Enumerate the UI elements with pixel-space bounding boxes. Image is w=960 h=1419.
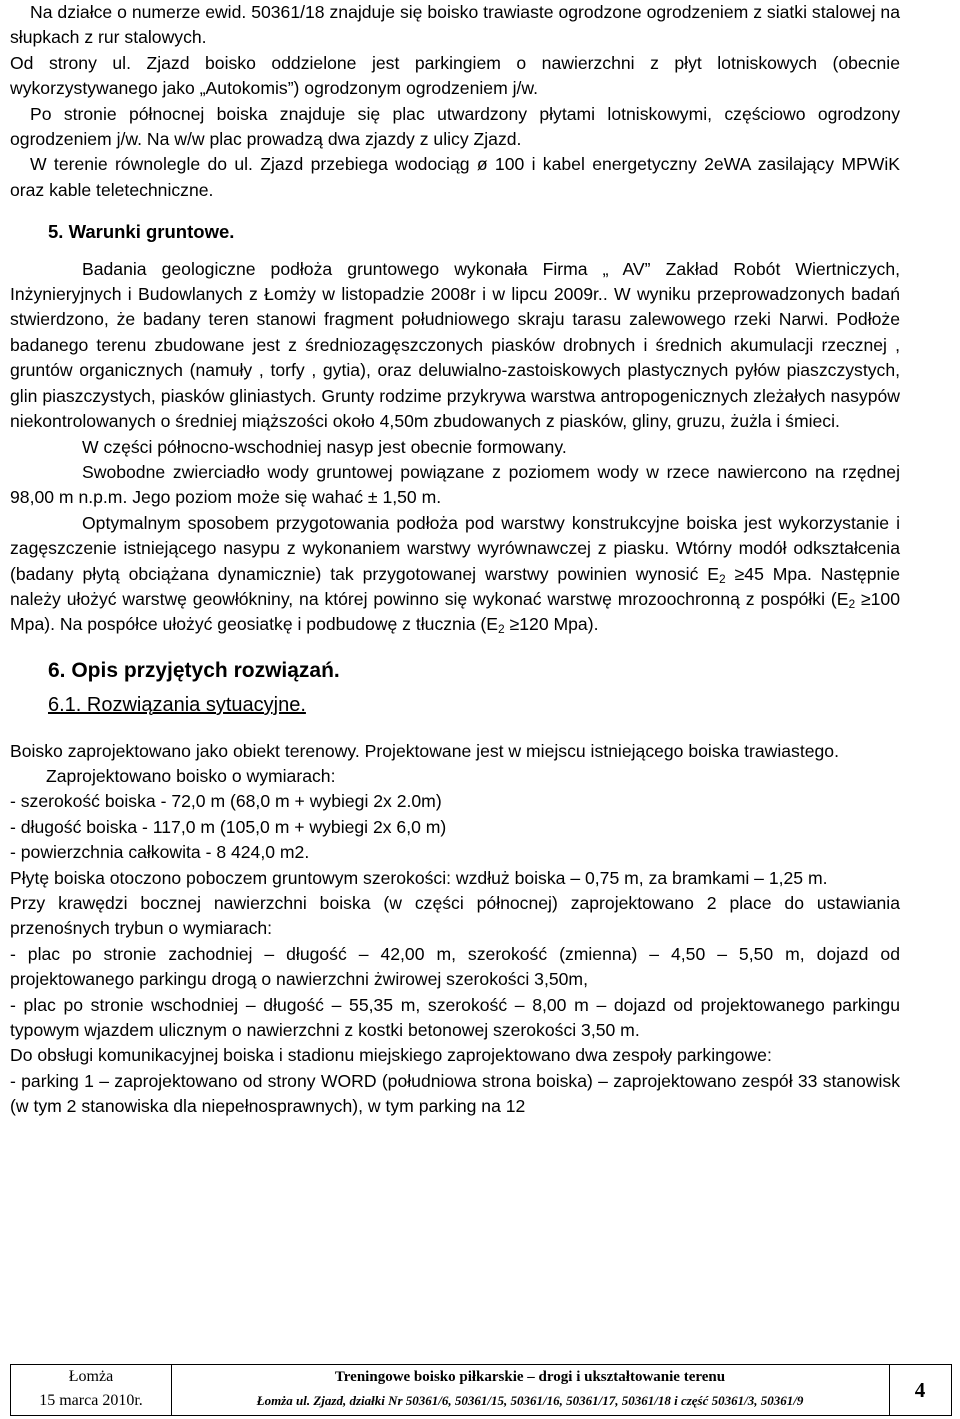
- section-6-paragraph-6: - parking 1 – zaprojektowano od strony WORD (południowa strona boiska) – zaprojektowano zespół 33 stanowisk (w tym 2 stanowiska dla niepełnosprawnych), w tym parking na 12: [10, 1070, 900, 1117]
- intro-paragraph-3: Po stronie północnej boiska znajduje się plac utwardzony płytami lotniskowymi, częściowo ogrodzony ogrodzeniem j/w. Na w/w plac prowadzą dwa zjazdy z ulicy Zjazd.: [10, 103, 900, 150]
- subscript: 2: [498, 622, 505, 637]
- page-number: 4: [914, 1378, 926, 1402]
- section-6-paragraph-2: Zaprojektowano boisko o wymiarach:: [46, 765, 336, 786]
- section-6-paragraph-4: Przy krawędzi bocznej nawierzchni boiska (w części północnej) zaprojektowano 2 place do ustawiania przenośnych trybun o wymiarach:: [10, 893, 900, 939]
- list-item: - szerokość boiska - 72,0 m (68,0 m + wybiegi 2x 2.0m): [10, 791, 442, 812]
- section-5-paragraph-2: W części północno-wschodniej nasyp jest obecnie formowany.: [82, 436, 567, 457]
- dimensions-list: [10, 789, 900, 865]
- page-footer: [10, 1364, 952, 1416]
- list-item: - powierzchnia całkowita - 8 424,0 m2.: [10, 842, 310, 863]
- p4-part-d: ≥120 Mpa).: [509, 614, 599, 635]
- intro-paragraph-1: Na działce o numerze ewid. 50361/18 znajduje się boisko trawiaste ogrodzone ogrodzeniem z siatki stalowej na słupkach z rur stalowych.: [10, 2, 900, 48]
- section-5-heading: 5. Warunki gruntowe.: [48, 221, 235, 243]
- list-item: - długość boiska - 117,0 m (105,0 m + wybiegi 2x 6,0 m): [10, 816, 447, 837]
- section-6-paragraph-3: Płytę boiska otoczono poboczem gruntowym szerokości: wzdłuż boiska – 0,75 m, za bramkami – 1,25 m.: [10, 867, 828, 888]
- list-item: - plac po stronie wschodniej – długość – 55,35 m, szerokość – 8,00 m – dojazd od projektowanego parkingu typowym wjazdem ulicznym o nawierzchni z kostki betonowej szerokości 3,50 m.: [10, 994, 900, 1041]
- footer-title: Treningowe boisko piłkarskie – drogi i ukształtowanie terenu: [334, 1369, 726, 1385]
- section-5-paragraph-1: Badania geologiczne podłoża gruntowego wykonała Firma „ AV” Zakład Robót Wiertniczych, Inżynieryjnych i Budowlanych z Łomży w listopadzie 2008r i w lipcu 2009r.. W wyniku przeprowadzonych badań stwierdzono, że badany teren stanowi fragment południowego skraju tarasu zalewowego rzeki Narwi. Podłoże badanego terenu zbudowane jest z średniozagęszczonych piasków drobnych i średnich akumulacji rzecznej , gruntów organicznych (namuły , torfy , gytia), oraz deluwialno-zastoiskowych plastycznych pyłów piaszczystych, glin piaszczystych, piasków gliniastych. Grunty rodzime przykrywa warstwa antropogenicznych zleżałych nasypów niekontrolowanych o średniej miąższości około 4,50m zbudowanych z piasków, gliny, gruzu, żużla i śmieci.: [10, 258, 900, 432]
- intro-paragraph-4: W terenie równolegle do ul. Zjazd przebiega wodociąg ø 100 i kabel energetyczny 2eWA zasilający MPWiK oraz kable teletechniczne.: [10, 154, 900, 200]
- p4-part-b: ≥45 Mpa. Następnie należy ułożyć warstwę geowłókniny, na której powinno się wykonać warstwę mrozoochronną z pospółki (E: [10, 563, 901, 609]
- p4-part-c: ≥100 Mpa). Na pospółce ułożyć geosiatkę i podbudowę z tłucznia (E: [10, 588, 900, 635]
- section-6-paragraph-5: Do obsługi komunikacyjnej boiska i stadionu miejskiego zaprojektowano dwa zespoły parkingowe:: [10, 1045, 772, 1066]
- footer-subtitle: Łomża ul. Zjazd, działki Nr 50361/6, 50361/15, 50361/16, 50361/17, 50361/18 i część 50361/3, 50361/9: [256, 1393, 804, 1408]
- p4-part-a: Optymalnym sposobem przygotowania podłoża pod warstwy konstrukcyjne boiska jest wykorzystanie i zagęszczenie istniejącego nasypu z wykonaniem warstwy wyrównawczej z piasku. Wtórny modół odkształcenia (badany płytą obciążana dynamicznie) tak przygotowanej warstwy powinien wynosić E: [10, 512, 900, 584]
- list-item: - plac po stronie zachodniej – długość – 42,00 m, szerokość (zmienna) – 4,50 – 5,50 m, dojazd od projektowanego parkingu drogą o nawierzchni żwirowej szerokości 3,50m,: [10, 943, 900, 990]
- section-6-heading: 6. Opis przyjętych rozwiązań.: [48, 658, 340, 682]
- section-5-paragraph-4: [10, 511, 900, 638]
- intro-paragraph-2: Od strony ul. Zjazd boisko oddzielone jest parkingiem o nawierzchni z płyt lotniskowych (obecnie wykorzystywanego jako „Autokomis”) ogrodzonym ogrodzeniem j/w.: [10, 52, 900, 99]
- section-6-1-heading: 6.1. Rozwiązania sytuacyjne.: [48, 694, 306, 717]
- subscript: 2: [719, 571, 726, 586]
- footer-title-block: [171, 1365, 890, 1415]
- section-6-paragraph-1: Boisko zaprojektowano jako obiekt terenowy. Projektowane jest w miejscu istniejącego boiska trawiastego.: [10, 740, 839, 761]
- footer-location-date: [11, 1365, 172, 1415]
- document-body: [10, 0, 900, 1120]
- subscript: 2: [848, 596, 856, 611]
- footer-date: 15 marca 2010r.: [39, 1392, 143, 1409]
- footer-city: Łomża: [68, 1368, 114, 1385]
- section-5-paragraph-3: Swobodne zwierciadło wody gruntowej powiązane z poziomem wody w rzece nawiercono na rzędnej 98,00 m n.p.m. Jego poziom może się wahać ± 1,50 m.: [10, 461, 900, 508]
